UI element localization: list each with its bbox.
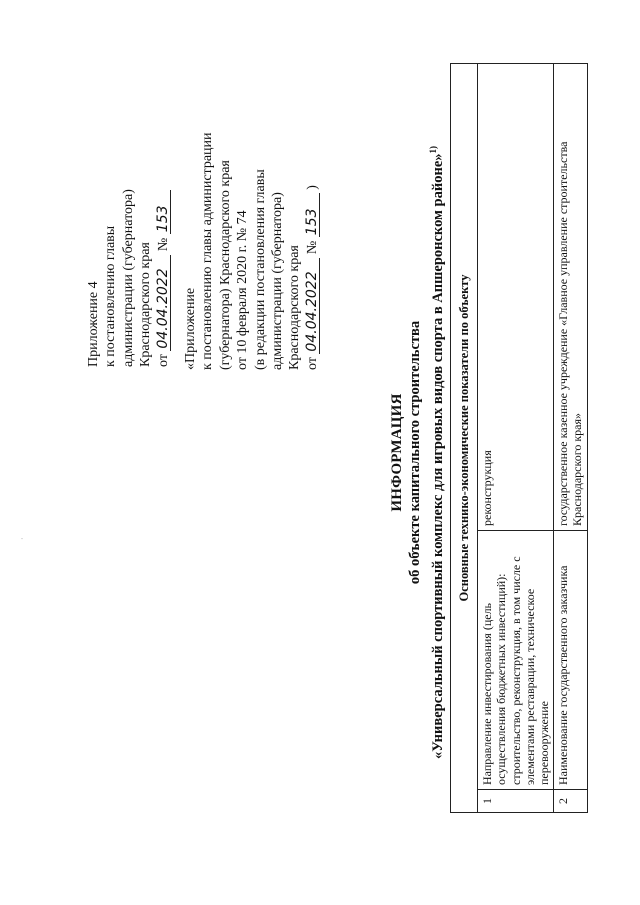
indicators-table: [450, 63, 588, 813]
appendix-4-block: [85, 189, 172, 367]
document-subtitle: об объекте капитального строительства: [407, 320, 423, 585]
appendix-4-line: к постановлению главы: [103, 225, 119, 367]
object-name-text: «Универсальный спортивный комплекс для игровых видов спорта в Апшеронском районе»: [429, 153, 446, 760]
date-prefix: от: [304, 357, 320, 370]
document-title: ИНФОРМАЦИЯ: [389, 393, 405, 512]
appendix-4-line: администрации (губернатора): [120, 189, 136, 367]
row-value: реконструкция: [478, 64, 554, 531]
appendix-prior-line: Краснодарского края: [287, 245, 303, 370]
title-block: [388, 0, 447, 905]
appendix-prior-date-line: [304, 132, 321, 370]
table-row: [478, 64, 554, 813]
table-header-row: [451, 64, 478, 813]
closing-paren: ): [304, 185, 320, 190]
date-prefix: от: [155, 354, 171, 367]
row-label: Направление инвестирования (цель осуществления бюджетных инвестиций): строительство, реконструкция, в том числе с элементами реставрации, техническое перевооружение: [478, 531, 554, 790]
handwritten-date: 04.04.2022: [156, 255, 171, 351]
appendix-prior-line: к постановлению главы администрации: [200, 132, 216, 370]
appendix-4-line: Краснодарского края: [138, 242, 154, 367]
number-prefix: №: [304, 240, 320, 255]
number-prefix: №: [155, 237, 171, 252]
appendix-prior-line: от 10 февраля 2020 г. № 74: [235, 210, 251, 370]
row-number: 2: [554, 790, 587, 813]
appendix-prior-block: [182, 132, 321, 370]
object-name: [424, 0, 447, 905]
footnote-mark: 1): [428, 145, 438, 154]
row-number: 1: [478, 790, 554, 813]
row-label: Наименование государственного заказчика: [554, 531, 587, 790]
appendix-prior-line: «Приложение: [183, 287, 198, 370]
row-value: государственное казенное учреждение «Главное управление строительства Краснодарского края»: [554, 64, 587, 531]
appendix-4-line: Приложение 4: [86, 281, 101, 367]
appendix-prior-line: (в редакции постановления главы: [252, 169, 268, 370]
appendix-prior-line: администрации (губернатора): [269, 192, 285, 370]
handwritten-date: 04.04.2022: [305, 258, 320, 354]
handwritten-number: 153: [305, 193, 320, 237]
handwritten-number: 153: [156, 190, 171, 234]
table-header: Основные технико-экономические показатели по объекту: [451, 64, 478, 813]
margin-mark: ·: [18, 537, 27, 540]
appendix-prior-line: (губернатора) Краснодарского края: [217, 160, 233, 370]
appendix-4-date-line: [155, 189, 172, 367]
table-row: [554, 64, 587, 813]
